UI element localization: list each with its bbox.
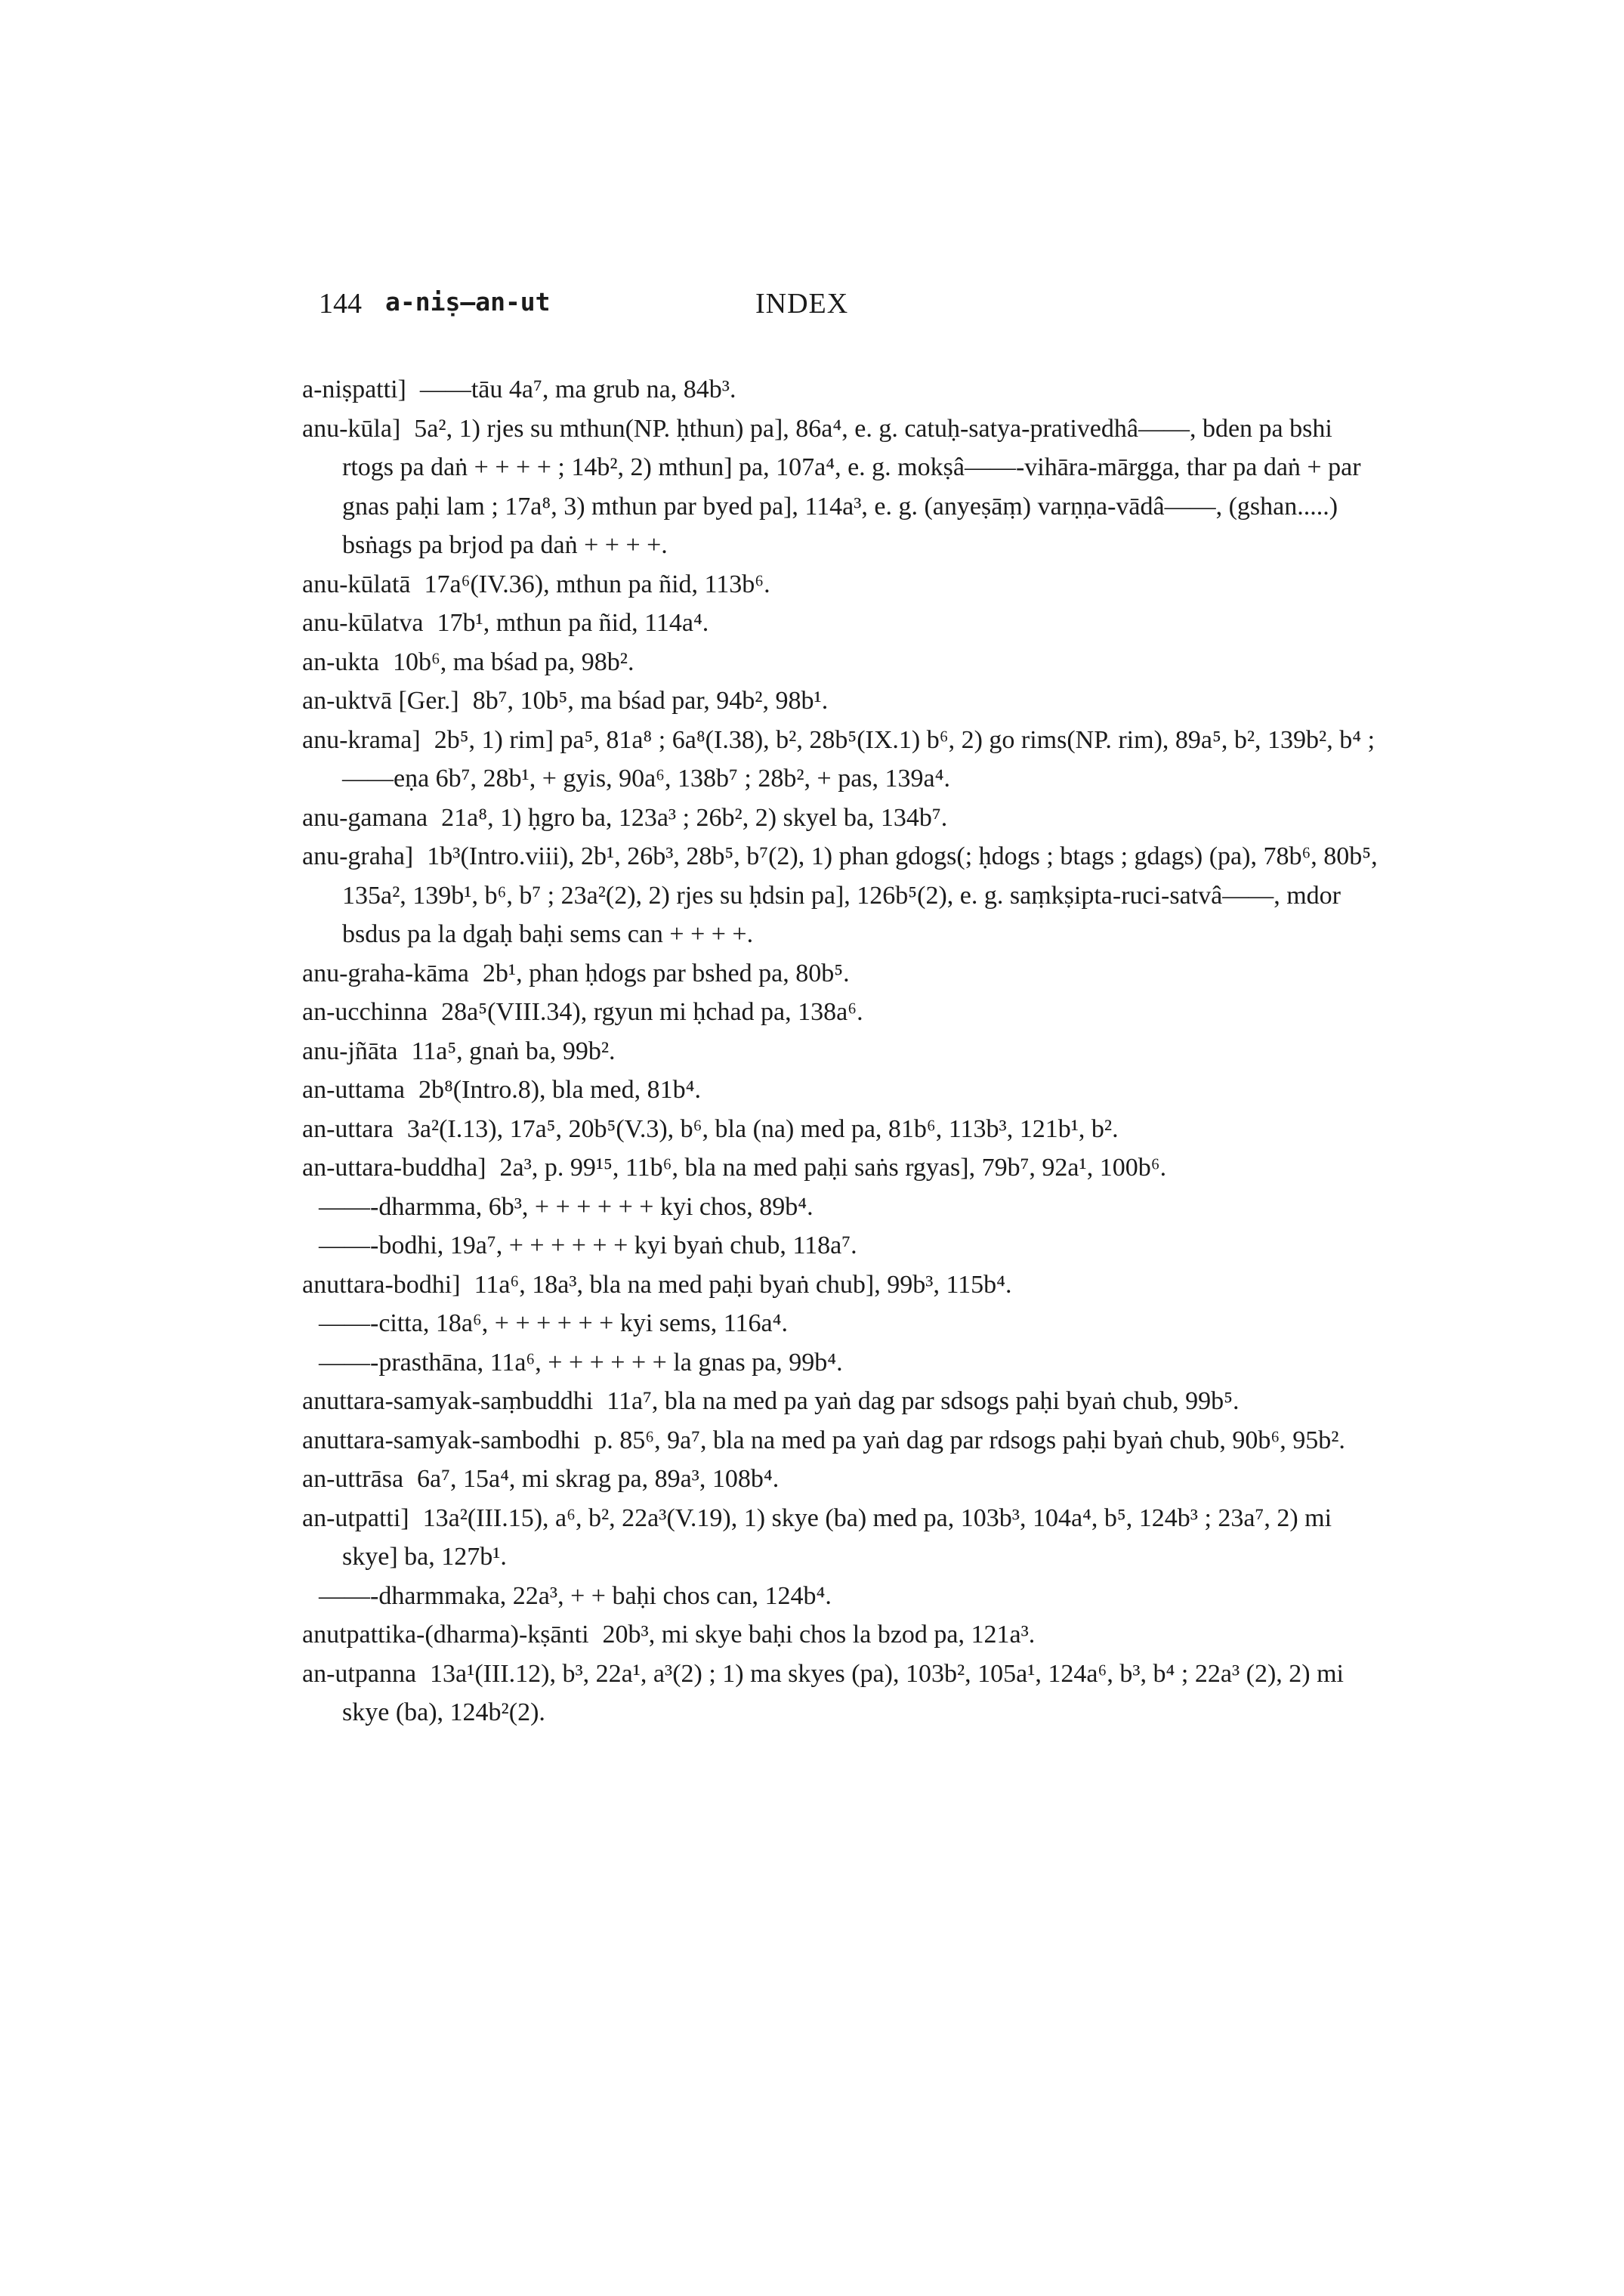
entry-text: 3a²(I.13), 17a⁵, 20b⁵(V.3), b⁶, bla (na) med pa, 81b⁶, 113b³, 121b¹, b².	[406, 1114, 1119, 1143]
index-continuation	[302, 759, 1390, 799]
entry-text: 13a¹(III.12), b³, 22a¹, a³(2) ; 1) ma skyes (pa), 103b², 105a¹, 124a⁶, b³, b⁴ ; 22a³ (2), 2) mi skye (ba), 124b²(2).	[342, 1659, 1345, 1726]
headword: an-uktvā [Ger.]	[302, 687, 459, 715]
index-subentry	[319, 1188, 1390, 1227]
index-entry	[302, 604, 1390, 643]
headword: anu-kūlatva	[302, 609, 424, 637]
entry-text: ——-dharmma, 6b³, + + + + + + kyi chos, 89b⁴.	[319, 1192, 814, 1221]
index-entry	[302, 565, 1390, 604]
index-entry	[302, 799, 1390, 838]
headword: anuttara-samyak-sambodhi	[302, 1426, 581, 1454]
headword: anuttara-samyak-saṃbuddhi	[302, 1387, 594, 1415]
headword: an-uttrāsa	[302, 1465, 404, 1493]
index-entry	[302, 837, 1390, 954]
headword: anuttara-bodhi]	[302, 1270, 461, 1299]
index-entry	[302, 721, 1390, 760]
index-entry	[302, 1148, 1390, 1188]
index-entry	[302, 1421, 1390, 1460]
index-subentry	[319, 1226, 1390, 1265]
headword: anu-kūlatā	[302, 570, 411, 598]
entry-text: 6a⁷, 15a⁴, mi skrag pa, 89a³, 108b⁴.	[417, 1465, 780, 1493]
headword: an-uttara	[302, 1114, 394, 1143]
entry-text: 8b⁷, 10b⁵, ma bśad par, 94b², 98b¹.	[472, 687, 829, 715]
entry-text: ——-prasthāna, 11a⁶, + + + + + + la gnas pa, 99b⁴.	[319, 1348, 843, 1377]
index-entry	[302, 993, 1390, 1032]
headword: anu-graha]	[302, 842, 414, 870]
running-head-title: INDEX	[755, 288, 849, 320]
entry-text: p. 85⁶, 9a⁷, bla na med pa yaṅ dag par rdsogs paḥi byaṅ chub, 90b⁶, 95b².	[594, 1426, 1345, 1454]
index-entries	[302, 370, 1390, 1732]
entry-text: ——-dharmmaka, 22a³, + + baḥi chos can, 124b⁴.	[319, 1581, 832, 1610]
entry-text: 11a⁵, gnaṅ ba, 99b².	[411, 1037, 616, 1065]
headword: an-utpanna	[302, 1659, 417, 1688]
index-entry	[302, 681, 1390, 721]
entry-text: 13a²(III.15), a⁶, b², 22a³(V.19), 1) skye (ba) med pa, 103b³, 104a⁴, b⁵, 124b³ ; 23a⁷, 2) mi skye] ba, 127b¹.	[342, 1503, 1332, 1571]
index-entry	[302, 1655, 1390, 1732]
entry-text: 21a⁸, 1) ḥgro ba, 123a³ ; 26b², 2) skyel ba, 134b⁷.	[441, 803, 948, 832]
headword: anu-graha-kāma	[302, 959, 469, 987]
headword: anu-kūla]	[302, 414, 401, 443]
index-subentry	[319, 1304, 1390, 1343]
headword: an-uttara-buddha]	[302, 1154, 486, 1182]
headword: an-ukta	[302, 647, 379, 676]
page-header	[0, 287, 1624, 332]
index-entry	[302, 370, 1390, 409]
index-entry	[302, 1265, 1390, 1305]
entry-text: 11a⁷, bla na med pa yaṅ dag par sdsogs paḥi byaṅ chub, 99b⁵.	[607, 1387, 1240, 1415]
entry-text: ——tāu 4a⁷, ma grub na, 84b³.	[419, 375, 736, 403]
page-number: 144	[319, 288, 362, 320]
headword: anutpattika-(dharma)-kṣānti	[302, 1621, 589, 1649]
entry-text: 1b³(Intro.viii), 2b¹, 26b³, 28b⁵, b⁷(2), 1) phan gdogs(; ḥdogs ; btags ; gdags) (pa), 78b⁶, 80b⁵, 135a², 139b¹, b⁶, b⁷ ; 23a²(2), 2) rjes su ḥdsin pa], 126b⁵(2), e. g. saṃkṣipta-ruci-satvâ——, mdor bsdus pa la dgaḥ baḥi sems can + + + +.	[342, 842, 1378, 948]
running-head-words: a-niṣ—an-ut	[385, 287, 551, 317]
index-subentry	[319, 1577, 1390, 1616]
index-subentry	[319, 1343, 1390, 1383]
entry-text: ——eṇa 6b⁷, 28b¹, + gyis, 90a⁶, 138b⁷ ; 28b², + pas, 139a⁴.	[342, 765, 950, 793]
headword: an-uttama	[302, 1076, 405, 1104]
index-entry	[302, 1615, 1390, 1655]
index-entry	[302, 1110, 1390, 1149]
entry-text: 20b³, mi skye baḥi chos la bzod pa, 121a³.	[602, 1621, 1036, 1649]
index-entry	[302, 643, 1390, 682]
index-entry	[302, 1460, 1390, 1499]
entry-text: ——-bodhi, 19a⁷, + + + + + + kyi byaṅ chub, 118a⁷.	[319, 1231, 857, 1259]
index-entry	[302, 1499, 1390, 1577]
entry-text: 11a⁶, 18a³, bla na med paḥi byaṅ chub], 99b³, 115b⁴.	[474, 1270, 1012, 1299]
entry-text: 28a⁵(VIII.34), rgyun mi ḥchad pa, 138a⁶.	[441, 998, 863, 1026]
entry-text: 2b⁵, 1) rim] pa⁵, 81a⁸ ; 6a⁸(I.38), b², 28b⁵(IX.1) b⁶, 2) go rims(NP. rim), 89a⁵, b², 139b², b⁴ ;	[434, 725, 1375, 754]
entry-text: 17b¹, mthun pa ñid, 114a⁴.	[437, 609, 709, 637]
entry-text: ——-citta, 18a⁶, + + + + + + kyi sems, 116a⁴.	[319, 1309, 788, 1337]
entry-text: 5a², 1) rjes su mthun(NP. ḥthun) pa], 86a⁴, e. g. catuḥ-satya-prativedhâ——, bden pa bshi rtogs pa daṅ + + + + ; 14b², 2) mthun] pa, 107a⁴, e. g. mokṣâ——-vihāra-mārgga, thar pa daṅ + par gnas paḥi lam ; 17a⁸, 3) mthun par byed pa], 114a³, e. g. (anyeṣāṃ) varṇṇa-vādâ——, (gshan.....) bsṅags pa brjod pa daṅ + + + +.	[342, 414, 1361, 559]
entry-text: 2b¹, phan ḥdogs par bshed pa, 80b⁵.	[482, 959, 850, 987]
headword: an-ucchinna	[302, 998, 428, 1026]
headword: a-niṣpatti]	[302, 375, 406, 403]
headword: anu-krama]	[302, 725, 421, 754]
headword: anu-gamana	[302, 803, 428, 832]
index-entry	[302, 1382, 1390, 1421]
index-entry	[302, 954, 1390, 993]
headword: anu-jñāta	[302, 1037, 398, 1065]
index-entry	[302, 1071, 1390, 1110]
index-entry	[302, 409, 1390, 565]
entry-text: 2a³, p. 99¹⁵, 11b⁶, bla na med paḥi saṅs rgyas], 79b⁷, 92a¹, 100b⁶.	[499, 1154, 1167, 1182]
entry-text: 17a⁶(IV.36), mthun pa ñid, 113b⁶.	[424, 570, 770, 598]
headword: an-utpatti]	[302, 1503, 409, 1532]
entry-text: 10b⁶, ma bśad pa, 98b².	[392, 647, 634, 676]
entry-text: 2b⁸(Intro.8), bla med, 81b⁴.	[418, 1076, 701, 1104]
index-entry	[302, 1032, 1390, 1071]
